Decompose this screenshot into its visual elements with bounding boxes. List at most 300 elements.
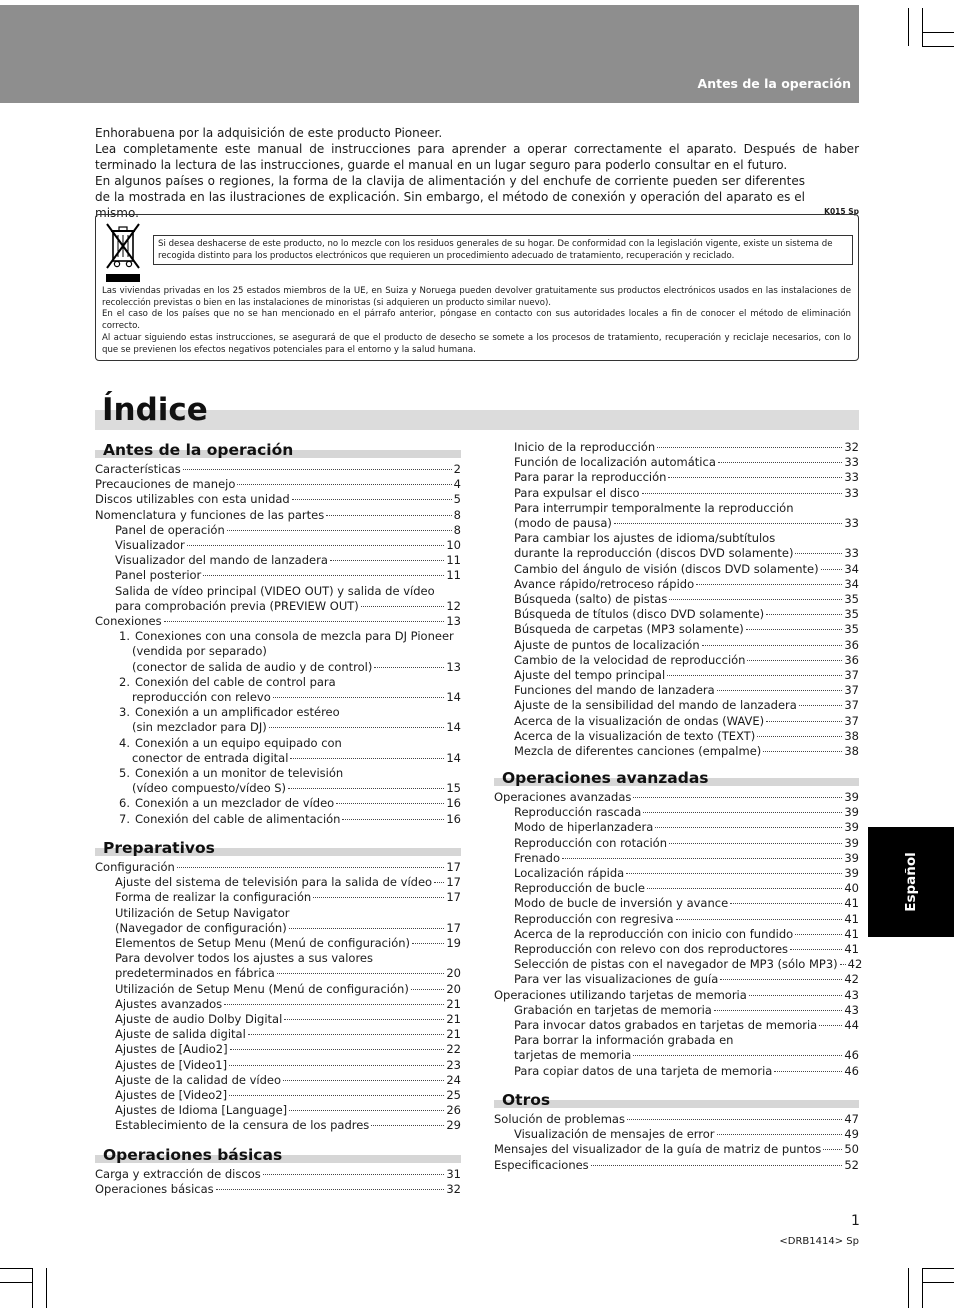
- toc-entry-title: Cambio de la velocidad de reproducción: [514, 652, 746, 667]
- toc-entry: [95, 508, 461, 523]
- toc-leader-dots: [177, 867, 445, 868]
- toc-entry-title: Establecimiento de la censura de los padres: [115, 1118, 370, 1133]
- toc-entry-page: 35: [844, 592, 859, 607]
- toc-entry-title: Conexiones con una consola de mezcla para DJ Pioneer: [135, 629, 454, 644]
- toc-leader-dots: [667, 675, 842, 676]
- toc-leader-dots: [633, 797, 842, 798]
- toc-entry-page: 50: [844, 1142, 859, 1157]
- toc-leader-dots: [229, 1095, 444, 1096]
- crop-mark: [922, 32, 954, 33]
- toc-entry: [95, 966, 461, 981]
- toc-leader-dots: [766, 614, 842, 615]
- toc-entry-page: 31: [446, 1167, 461, 1181]
- toc-entry-title: conector de entrada digital: [132, 750, 289, 765]
- toc-leader-dots: [642, 493, 843, 494]
- toc-entry-title: Acerca de la visualización de ondas (WAVE): [514, 713, 765, 728]
- toc-entry: [494, 1003, 859, 1018]
- toc-entry-page: 26: [446, 1103, 461, 1118]
- toc-entry-title: (vídeo compuesto/vídeo S): [132, 781, 287, 796]
- toc-leader-dots: [614, 523, 842, 524]
- toc-entry-title: Precauciones de manejo: [95, 477, 236, 492]
- toc-entry: [95, 766, 461, 781]
- toc-entry-page: 16: [446, 811, 461, 826]
- toc-entry-title: Nomenclatura y funciones de las partes: [95, 507, 325, 522]
- toc-entry-title: Para parar la reproducción: [514, 470, 667, 485]
- toc-entry: [494, 790, 859, 805]
- toc-entry-page: 33: [844, 455, 859, 470]
- toc-leader-dots: [562, 858, 842, 859]
- toc-entry: [95, 568, 461, 583]
- toc-entry-page: 32: [844, 440, 859, 454]
- toc-entry-title: Discos utilizables con esta unidad: [95, 492, 290, 507]
- toc-leader-dots: [434, 882, 444, 883]
- toc-entry-page: 39: [844, 850, 859, 865]
- toc-entry: [95, 660, 461, 675]
- toc-leader-dots: [371, 1125, 444, 1126]
- toc-entry-title: Conexión a un amplificador estéreo: [135, 705, 340, 720]
- toc-entry: [494, 683, 859, 698]
- toc-entry: [95, 492, 461, 507]
- toc-entry-page: 29: [446, 1118, 461, 1133]
- toc-entry: [95, 477, 461, 492]
- toc-entry-page: 11: [446, 568, 461, 583]
- toc-entry: [95, 921, 461, 936]
- toc-list: [494, 790, 863, 1079]
- toc-leader-dots: [757, 736, 842, 737]
- crop-mark: [46, 1268, 47, 1308]
- toc-leader-dots: [749, 995, 843, 996]
- toc-entry: [494, 1033, 859, 1048]
- toc-entry-title: Para copiar datos de una tarjeta de memoria: [514, 1063, 773, 1078]
- toc-entry-title: Conexión a un equipo equipado con: [135, 735, 342, 750]
- toc-entry-page: 34: [844, 576, 859, 591]
- toc-entry: [494, 607, 859, 622]
- toc-entry-title: Localización rápida: [514, 866, 625, 881]
- toc-entry: [494, 668, 859, 683]
- disposal-boxed-text: Si desea deshacerse de este producto, no lo mezcle con los residuos generales de su hogar. De conformidad con la legislación vigente, existe un sistema de recogida distinto para los productos electrónicos que requieren un procedimiento adecuado de tratamiento, recuperación y reciclado.: [153, 235, 853, 265]
- toc-entry: [494, 1142, 859, 1157]
- toc-entry-title: Para interrumpir temporalmente la reproducción: [514, 500, 794, 515]
- toc-leader-dots: [717, 1134, 843, 1135]
- section-heading: [494, 1090, 859, 1112]
- toc-entry-title: (sin mezclador para DJ): [132, 720, 267, 735]
- section-preparativos: [95, 838, 461, 1134]
- disposal-notice: [95, 214, 859, 361]
- toc-entry-page: 2: [453, 462, 461, 476]
- toc-entry-number: 2.: [119, 674, 130, 689]
- toc-leader-dots: [326, 515, 451, 516]
- toc-entry: [494, 1064, 859, 1079]
- toc-entry-title: Para ver las visualizaciones de guía: [514, 972, 719, 987]
- toc-entry: [494, 698, 859, 713]
- toc-entry-title: reproducción con relevo: [132, 690, 271, 705]
- toc-leader-dots: [626, 873, 842, 874]
- toc-entry-title: Operaciones básicas: [95, 1182, 214, 1197]
- toc-entry-title: Utilización de Setup Menu (Menú de configuración): [115, 981, 409, 996]
- toc-entry: [494, 805, 859, 820]
- toc-entry: [494, 1112, 859, 1127]
- toc-entry: [494, 1158, 859, 1173]
- disposal-paragraph: En el caso de los países que no se han mencionado en el párrafo anterior, póngase en contacto con sus autoridades locales a fin de conocer el método de eliminación correcto.: [102, 309, 851, 332]
- toc-entry-title: Configuración: [95, 860, 175, 874]
- toc-entry: [494, 972, 859, 987]
- toc-entry-title: Función de localización automática: [514, 455, 716, 470]
- toc-entry-title: Para devolver todos los ajustes a sus valores: [115, 951, 373, 966]
- toc-leader-dots: [283, 1080, 444, 1081]
- toc-entry-page: 14: [446, 750, 461, 765]
- toc-entry: [494, 455, 859, 470]
- toc-entry: [95, 675, 461, 690]
- toc-entry-page: 25: [446, 1088, 461, 1103]
- toc-entry-title: Para borrar la información grabada en: [514, 1033, 734, 1048]
- toc-entry: [95, 890, 461, 905]
- section-heading: [95, 838, 461, 860]
- toc-entry-page: 35: [844, 622, 859, 637]
- toc-entry-title: Ajustes de Idioma [Language]: [115, 1103, 288, 1118]
- toc-entry: [95, 1118, 461, 1133]
- toc-entry-page: 5: [453, 492, 461, 507]
- toc-entry-title: Visualizador: [115, 538, 185, 553]
- toc-entry-page: 34: [844, 561, 859, 576]
- toc-entry-title: para comprobación previa (PREVIEW OUT): [115, 598, 359, 613]
- toc-entry-page: 32: [446, 1182, 461, 1197]
- toc-entry-page: 37: [844, 698, 859, 713]
- toc-entry-title: Elementos de Setup Menu (Menú de configuración): [115, 936, 411, 951]
- section-basicas-continued: [494, 440, 859, 759]
- toc-leader-dots: [230, 1049, 445, 1050]
- toc-entry: [95, 982, 461, 997]
- toc-entry: [494, 896, 859, 911]
- crop-mark: [922, 1268, 923, 1308]
- toc-leader-dots: [284, 1019, 444, 1020]
- toc-entry-page: 23: [446, 1057, 461, 1072]
- toc-entry-page: 15: [446, 781, 461, 796]
- intro-line: Enhorabuena por la adquisición de este producto Pioneer.: [95, 126, 443, 140]
- toc-entry-page: 39: [844, 805, 859, 820]
- toc-entry-page: 41: [844, 926, 859, 941]
- toc-entry-title: Mezcla de diferentes canciones (empalme): [514, 744, 762, 759]
- toc-leader-dots: [229, 1065, 444, 1066]
- toc-entry: [95, 875, 461, 890]
- toc-entry: [494, 714, 859, 729]
- toc-entry-page: 13: [446, 659, 461, 674]
- toc-entry-title: (Navegador de configuración): [115, 920, 287, 935]
- toc-entry: [494, 957, 863, 972]
- toc-leader-dots: [183, 469, 452, 470]
- toc-entry-page: 11: [446, 553, 461, 568]
- toc-entry-title: (conector de salida de audio y de control): [132, 659, 373, 674]
- toc-entry-title: Búsqueda (salto) de pistas: [514, 592, 668, 607]
- toc-leader-dots: [269, 727, 445, 728]
- toc-leader-dots: [187, 545, 445, 546]
- toc-entry: [95, 705, 461, 720]
- toc-entry-page: 43: [844, 1002, 859, 1017]
- toc-leader-dots: [263, 1174, 445, 1175]
- toc-entry-title: Selección de pistas con el navegador de MP3 (sólo MP3): [514, 957, 838, 972]
- toc-leader-dots: [714, 1010, 843, 1011]
- toc-entry-page: 36: [844, 637, 859, 652]
- toc-entry-page: 43: [844, 987, 859, 1002]
- toc-list: [494, 1112, 859, 1173]
- toc-leader-dots: [290, 758, 444, 759]
- toc-leader-dots: [237, 484, 451, 485]
- toc-entry-title: Grabación en tarjetas de memoria: [514, 1002, 712, 1017]
- toc-entry-page: 46: [844, 1048, 859, 1063]
- toc-entry-title: Funciones del mando de lanzadera: [514, 683, 715, 698]
- toc-entry: [494, 927, 859, 942]
- toc-entry-title: Conexión a un mezclador de vídeo: [135, 796, 335, 811]
- section-otros: [494, 1090, 859, 1173]
- toc-leader-dots: [763, 751, 842, 752]
- toc-entry-title: Conexiones: [95, 614, 162, 629]
- toc-entry-title: Ajuste de la calidad de vídeo: [115, 1072, 282, 1087]
- toc-entry-page: 41: [844, 942, 859, 957]
- toc-entry: [95, 644, 461, 659]
- toc-entry-title: Frenado: [514, 850, 560, 865]
- toc-leader-dots: [718, 462, 842, 463]
- toc-leader-dots: [790, 949, 842, 950]
- section-heading: [95, 1145, 461, 1167]
- toc-entry-title: Cambio del ángulo de visión (discos DVD solamente): [514, 561, 819, 576]
- section-heading: [494, 768, 859, 790]
- crop-mark: [0, 1268, 33, 1269]
- toc-entry-title: Avance rápido/retroceso rápido: [514, 576, 695, 591]
- toc-entry-page: 35: [844, 607, 859, 622]
- toc-entry-page: 42: [844, 972, 859, 987]
- disposal-body: [102, 286, 851, 356]
- toc-entry-page: 37: [844, 683, 859, 698]
- toc-entry: [494, 912, 859, 927]
- toc-entry-title: Panel posterior: [115, 568, 202, 583]
- toc-entry-page: 20: [446, 966, 461, 981]
- toc-entry-title: Búsqueda de títulos (disco DVD solamente): [514, 607, 765, 622]
- toc-entry-title: Reproducción rascada: [514, 805, 642, 820]
- toc-entry-page: 36: [844, 652, 859, 667]
- toc-entry: [494, 653, 859, 668]
- toc-entry-page: 19: [446, 936, 461, 951]
- toc-entry-page: 37: [844, 713, 859, 728]
- crop-mark: [922, 1282, 954, 1283]
- toc-leader-dots: [591, 1165, 843, 1166]
- section-title: Preparativos: [103, 839, 215, 857]
- toc-entry-title: Especificaciones: [494, 1157, 589, 1172]
- toc-leader-dots: [643, 812, 842, 813]
- toc-entry-page: 21: [446, 1012, 461, 1027]
- toc-list: [95, 1167, 461, 1197]
- toc-entry-title: Carga y extracción de discos: [95, 1167, 261, 1181]
- disposal-paragraph: Las viviendas privadas en los 25 estados miembros de la UE, en Suiza y Noruega pueden devolver gratuitamente sus productos electrónicos usados en las instalaciones de recolección previstas o bien en las instalaciones de minoristas (si adquieren un producto similar nuevo).: [102, 286, 851, 308]
- toc-leader-dots: [273, 697, 445, 698]
- section-avanzadas: [494, 768, 863, 1079]
- toc-entry-number: 5.: [119, 766, 130, 781]
- toc-entry-title: Conexión del cable de control para: [135, 674, 336, 689]
- toc-leader-dots: [164, 621, 445, 622]
- toc-leader-dots: [633, 1055, 842, 1056]
- toc-entry: [494, 501, 859, 516]
- toc-leader-dots: [289, 1110, 444, 1111]
- toc-entry-page: 39: [844, 866, 859, 881]
- toc-leader-dots: [819, 1025, 842, 1026]
- toc-entry: [95, 1167, 461, 1182]
- toc-entry-title: (modo de pausa): [514, 516, 612, 531]
- toc-entry-page: 17: [446, 890, 461, 905]
- section-heading: [95, 440, 461, 462]
- toc-entry-page: 41: [844, 896, 859, 911]
- toc-entry: [95, 720, 461, 735]
- toc-entry-page: 13: [446, 614, 461, 629]
- toc-entry-title: Ajustes de [Video2]: [115, 1088, 228, 1103]
- toc-entry-page: 46: [844, 1063, 859, 1078]
- toc-entry-page: 21: [446, 1027, 461, 1042]
- toc-entry-page: 39: [844, 835, 859, 850]
- toc-leader-dots: [277, 973, 445, 974]
- toc-entry-page: 44: [844, 1018, 859, 1033]
- toc-leader-dots: [292, 499, 452, 500]
- toc-entry: [95, 951, 461, 966]
- document-code: <DRB1414> Sp: [779, 1236, 859, 1247]
- toc-entry: [95, 538, 461, 553]
- toc-leader-dots: [795, 934, 842, 935]
- toc-entry-title: tarjetas de memoria: [514, 1048, 632, 1063]
- toc-entry-number: 1.: [119, 629, 130, 644]
- toc-entry-page: 37: [844, 668, 859, 683]
- toc-entry-page: 8: [453, 522, 461, 537]
- section-title: Antes de la operación: [103, 441, 294, 459]
- toc-leader-dots: [330, 560, 444, 561]
- toc-entry: [95, 796, 461, 811]
- toc-entry-title: Visualización de mensajes de error: [514, 1127, 715, 1142]
- toc-entry: [95, 997, 461, 1012]
- toc-entry-page: 10: [446, 538, 461, 553]
- toc-entry-page: 17: [446, 920, 461, 935]
- toc-leader-dots: [289, 928, 445, 929]
- toc-entry-title: Forma de realizar la configuración: [115, 890, 312, 905]
- toc-entry-number: 6.: [119, 796, 130, 811]
- toc-entry: [95, 1027, 461, 1042]
- toc-entry-title: Utilización de Setup Navigator: [115, 905, 290, 920]
- toc-leader-dots: [746, 629, 843, 630]
- toc-leader-dots: [774, 1071, 842, 1072]
- intro-line: En algunos países o regiones, la forma de la clavija de alimentación y del enchufe de corriente pueden ser diferentes de la mostrada en las ilustraciones de explicación. Sin embargo, el método de conexión y operación del aparato es el mismo.: [95, 174, 805, 220]
- crop-mark: [908, 1268, 909, 1308]
- language-tab: [868, 827, 954, 937]
- toc-entry-page: 14: [446, 690, 461, 705]
- toc-entry-title: Para expulsar el disco: [514, 485, 640, 500]
- toc-entry-page: 42: [847, 957, 863, 972]
- toc-entry: [494, 638, 859, 653]
- intro-text: [95, 125, 859, 221]
- toc-leader-dots: [720, 979, 842, 980]
- toc-entry-page: 21: [446, 996, 461, 1011]
- toc-entry-title: Ajustes de [Audio2]: [115, 1042, 228, 1057]
- toc-leader-dots: [647, 888, 842, 889]
- toc-leader-dots: [676, 919, 843, 920]
- toc-entry-title: Salida de vídeo principal (VIDEO OUT) y salida de vídeo: [115, 583, 435, 598]
- toc-entry-title: Para cambiar los ajustes de idioma/subtítulos: [514, 531, 776, 546]
- toc-entry-title: Operaciones utilizando tarjetas de memoria: [494, 987, 747, 1002]
- toc-entry: [95, 614, 461, 629]
- toc-entry: [95, 736, 461, 751]
- toc-entry-title: Ajuste de salida digital: [115, 1027, 246, 1042]
- toc-leader-dots: [795, 553, 842, 554]
- toc-entry-page: 4: [453, 477, 461, 492]
- toc-entry-title: Reproducción con relevo con dos reproductores: [514, 942, 789, 957]
- toc-entry: [494, 866, 859, 881]
- toc-entry-page: 38: [844, 728, 859, 743]
- language-tab-label: Español: [903, 852, 919, 912]
- toc-entry-page: 14: [446, 720, 461, 735]
- toc-entry: [494, 820, 859, 835]
- toc-entry-title: Reproducción con regresiva: [514, 911, 674, 926]
- toc-entry-page: 38: [844, 744, 859, 759]
- toc-entry-title: Panel de operación: [115, 522, 225, 537]
- toc-entry: [95, 751, 461, 766]
- toc-leader-dots: [840, 964, 846, 965]
- toc-entry: [95, 1103, 461, 1118]
- toc-entry-title: Operaciones avanzadas: [494, 790, 632, 804]
- toc-entry-page: 12: [446, 598, 461, 613]
- toc-leader-dots: [374, 667, 444, 668]
- toc-leader-dots: [799, 705, 843, 706]
- toc-entry-page: 52: [844, 1157, 859, 1172]
- toc-entry-title: Ajuste de audio Dolby Digital: [115, 1012, 283, 1027]
- intro-code: K015 Sp: [824, 207, 859, 216]
- toc-leader-dots: [248, 1034, 445, 1035]
- toc-entry-page: 49: [844, 1127, 859, 1142]
- toc-entry-title: durante la reproducción (discos DVD solamente): [514, 546, 794, 561]
- toc-entry: [494, 744, 859, 759]
- toc-entry-title: Solución de problemas: [494, 1112, 625, 1126]
- toc-entry: [494, 470, 859, 485]
- toc-entry: [494, 546, 859, 561]
- toc-entry-title: Reproducción con rotación: [514, 835, 667, 850]
- toc-entry: [95, 1182, 461, 1197]
- toc-leader-dots: [411, 989, 445, 990]
- toc-entry: [95, 936, 461, 951]
- toc-entry-page: 33: [844, 546, 859, 561]
- toc-entry-title: (vendida por separado): [132, 644, 267, 659]
- toc-entry: [494, 1048, 859, 1063]
- toc-entry-page: 16: [446, 796, 461, 811]
- crop-mark: [922, 46, 954, 47]
- toc-leader-dots: [361, 606, 445, 607]
- toc-entry: [494, 836, 859, 851]
- toc-entry: [494, 516, 859, 531]
- toc-entry-title: Ajuste del tempo principal: [514, 668, 666, 683]
- toc-entry-title: Acerca de la visualización de texto (TEXT): [514, 728, 756, 743]
- toc-entry-page: 22: [446, 1042, 461, 1057]
- toc-entry: [95, 553, 461, 568]
- toc-entry: [95, 1058, 461, 1073]
- toc-entry: [494, 851, 859, 866]
- toc-entry-page: 47: [844, 1112, 859, 1126]
- toc-entry: [494, 942, 859, 957]
- toc-entry-number: 7.: [119, 811, 130, 826]
- toc-entry: [95, 584, 461, 599]
- toc-leader-dots: [412, 943, 444, 944]
- toc-entry-page: 39: [844, 790, 859, 804]
- toc-leader-dots: [627, 1119, 842, 1120]
- toc-entry-title: Modo de bucle de inversión y avance: [514, 896, 729, 911]
- toc-entry-page: 40: [844, 881, 859, 896]
- toc-entry-title: predeterminados en fábrica: [115, 966, 275, 981]
- toc-entry-title: Mensajes del visualizador de la guía de matriz de puntos: [494, 1142, 822, 1157]
- toc-entry-title: Ajustes avanzados: [115, 996, 223, 1011]
- toc-entry: [95, 860, 461, 875]
- toc-entry-page: 33: [844, 470, 859, 485]
- toc-entry: [95, 1073, 461, 1088]
- toc-leader-dots: [313, 897, 444, 898]
